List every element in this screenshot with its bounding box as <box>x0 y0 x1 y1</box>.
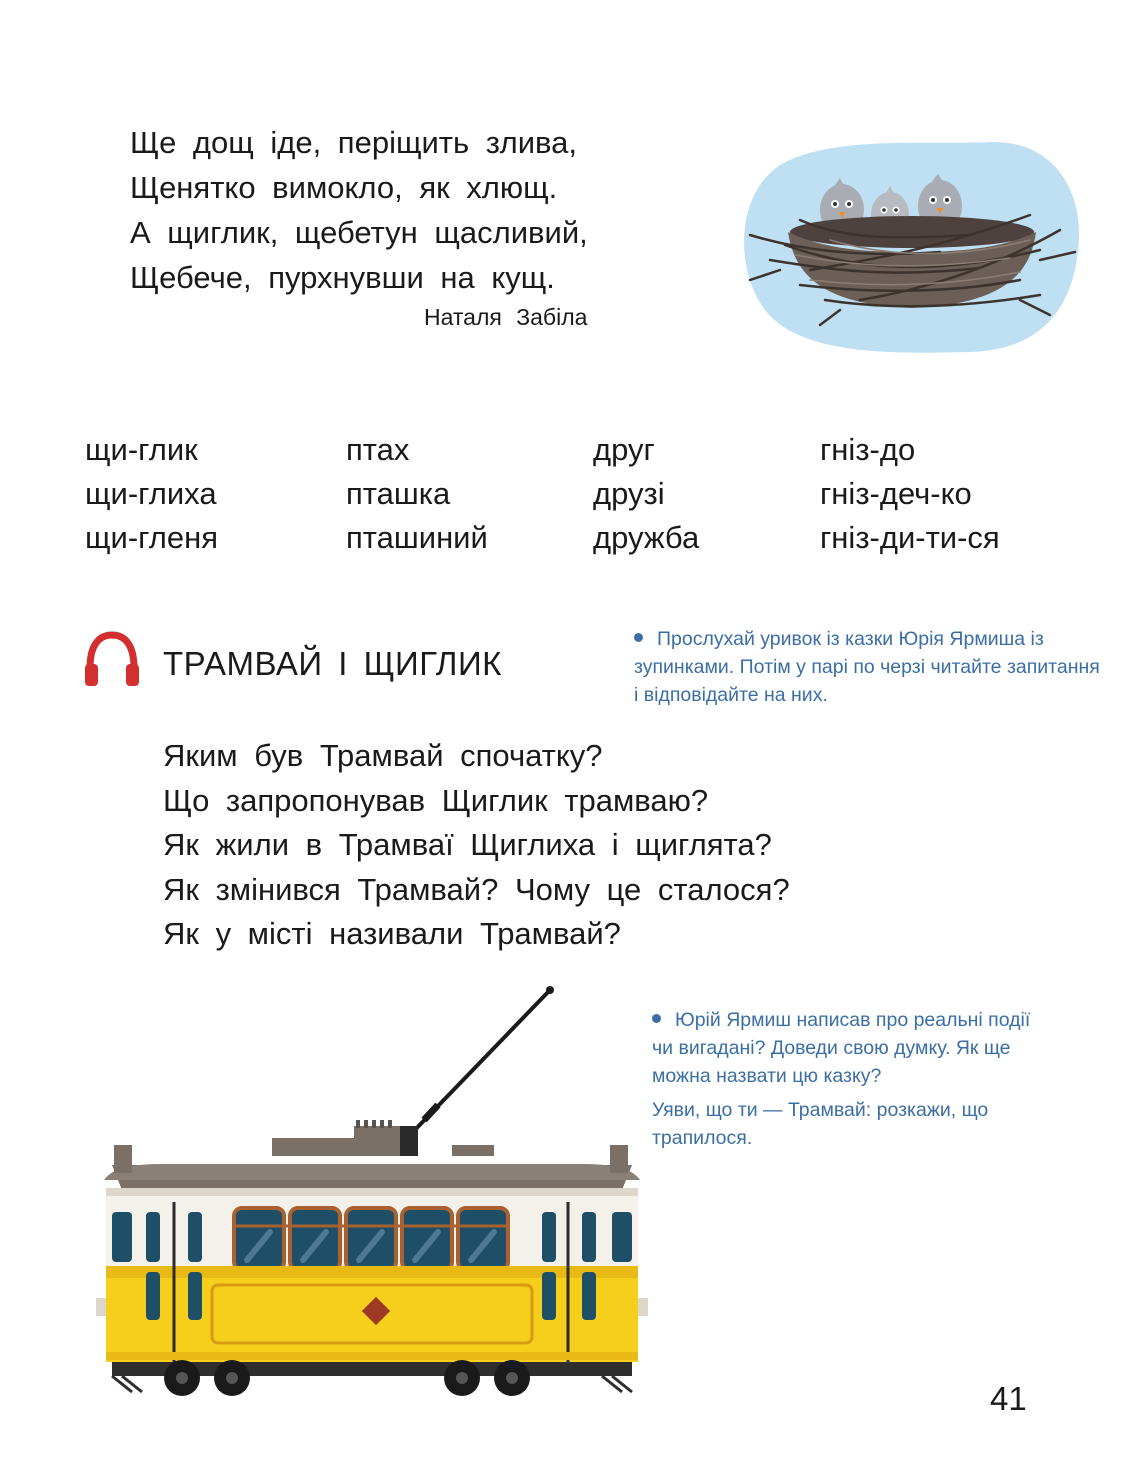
syllable-column <box>85 428 218 560</box>
syllable-word: гніз-деч-ко <box>820 476 972 511</box>
syllable-word: пташиний <box>346 520 488 555</box>
instruction-text: Прослухай уривок із казки Юрія Ярмиша із зупинками. Потім у парі по черзі читайте запитання і відповідайте на них. <box>634 628 1100 706</box>
poem <box>130 120 710 300</box>
syllable-word: дружба <box>593 520 700 555</box>
nest-illustration <box>740 140 1085 355</box>
syllable-word: щи-глиха <box>85 476 217 511</box>
bullet-icon <box>634 633 643 642</box>
syllable-column <box>346 428 488 560</box>
syllable-column <box>820 428 1000 560</box>
question: Як у місті називали Трамвай? <box>163 916 621 951</box>
bullet-icon <box>652 1014 661 1023</box>
question: Яким був Трамвай спочатку? <box>163 738 603 773</box>
syllable-word: щи-глик <box>85 432 198 467</box>
poem-line: Ще дощ іде, періщить злива, <box>130 125 577 160</box>
syllable-column <box>593 428 699 560</box>
question: Що запропонував Щиглик трамваю? <box>163 782 709 818</box>
tram-illustration <box>92 980 652 1400</box>
headphones-icon <box>84 630 140 688</box>
poem-line: Щенятко вимокло, як хлющ. <box>130 170 558 205</box>
instruction-note <box>634 625 1104 709</box>
question: Як жили в Трамваї Щиглиха і щиглята? <box>163 827 772 862</box>
question: Як змінився Трамвай? Чому це сталося? <box>163 871 790 907</box>
discussion-text: Юрій Ярмиш написав про реальні події чи вигадані? Доведи свою думку. Як ще можна назвати цю казку? <box>652 1009 1031 1087</box>
syllable-word: птах <box>346 432 410 467</box>
page-number: 41 <box>990 1380 1027 1417</box>
syllable-word: щи-гленя <box>85 520 219 555</box>
section-title: ТРАМВАЙ І ЩИГЛИК <box>163 645 502 682</box>
question-list <box>163 734 983 957</box>
syllable-word: друг <box>593 432 655 467</box>
syllable-word: гніз-ди-ти-ся <box>820 520 1000 555</box>
syllable-word: друзі <box>593 476 665 511</box>
poem-line: А щиглик, щебетун щасливий, <box>130 215 588 250</box>
syllable-word: пташка <box>346 476 451 511</box>
poem-author: Наталя Забіла <box>424 304 588 330</box>
discussion-note <box>652 1006 1052 1152</box>
retell-task: Уяви, що ти — Трамвай: розкажи, що трапилося. <box>652 1099 989 1149</box>
syllable-word: гніз-до <box>820 432 916 467</box>
poem-line: Щебече, пурхнувши на кущ. <box>130 260 555 295</box>
